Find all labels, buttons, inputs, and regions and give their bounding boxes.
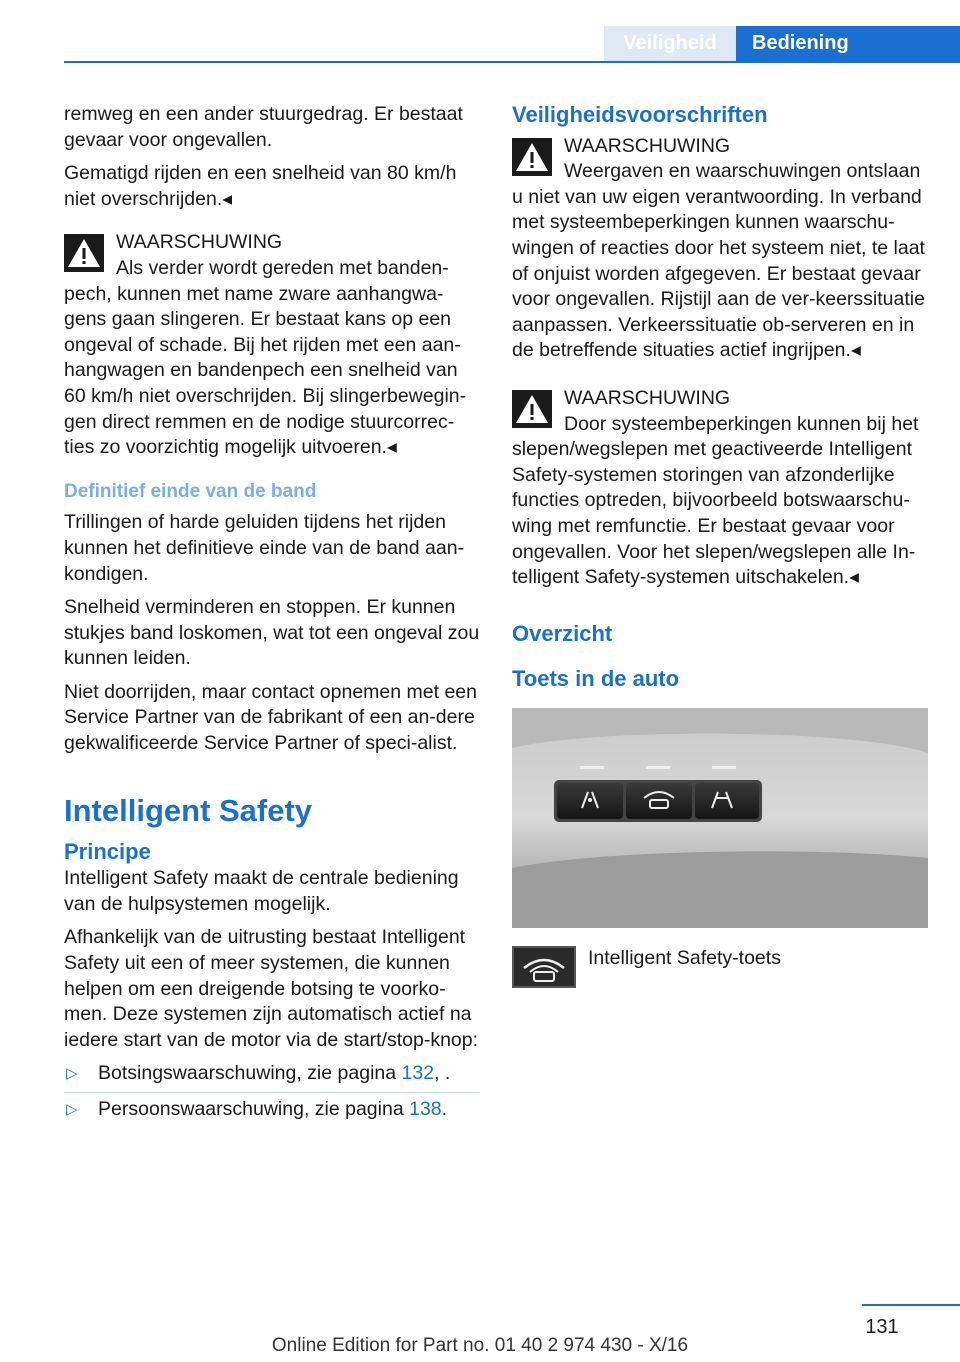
list-item-text: Persoonswaarschuwing, zie pagina (98, 1098, 410, 1120)
intelligent-safety-icon (512, 946, 576, 988)
left-column (64, 102, 480, 1128)
legend-row (512, 946, 928, 994)
bullet-triangle-icon: ▷ (66, 1065, 78, 1083)
right-column (512, 102, 928, 994)
warning-title: WAARSCHUWING (564, 386, 731, 409)
paragraph: Gematigd rijden en een snelheid van 80 km/h niet overschrijden.◂ (64, 162, 457, 210)
paragraph: Afhankelijk van de uitrusting bestaat Intelligent Safety uit een of meer systemen, die kunnen helpen om een dreigende botsing te voorko-men. Deze systemen zijn automatisch actief na iedere start van de motor via de start/stop-knop: (64, 926, 479, 1051)
warning-text: Als verder wordt gereden met banden-pech, kunnen met name zware aanhangwa-gens gaan slingeren. Er bestaat kans op een ongeval of schade. Bij het rijden met een aan-hangwagen en bandenpech een snelheid van 60 km/h niet overschrijden. Bij slingerbewegin-gen direct remmen en de nodige stuurcorrec-ties zo voorzichtig mogelijk uitvoeren.◂ (64, 256, 467, 459)
warning-triangle-icon (64, 234, 104, 272)
section-heading: Principe (64, 838, 151, 864)
page-number: 131 (865, 1316, 899, 1338)
legend-label: Intelligent Safety-toets (588, 946, 781, 969)
section-heading: Definitief einde van de band (64, 480, 317, 502)
header-rule (64, 61, 960, 63)
warning-triangle-icon (512, 390, 552, 428)
section-heading: Overzicht (512, 620, 613, 646)
warning-block (512, 386, 928, 591)
list-item (64, 1093, 480, 1128)
edition-footer: Online Edition for Part no. 01 40 2 974 430 - X/16 (271, 1335, 689, 1356)
warning-title: WAARSCHUWING (564, 134, 731, 157)
warning-text: Weergaven en waarschuwingen ontslaan u niet van uw eigen verantwoording. In verband met systeembeperkingen kunnen waarschu-wingen of reacties door het systeem niet, te laat of onjuist worden afgegeven. Er bestaat gevaar voor ongevallen. Rijstijl aan de ver-keerssituatie aanpassen. Verkeerssituatie ob-serveren en in de betreffende situaties actief ingrijpen.◂ (512, 160, 925, 362)
list-item (64, 1057, 480, 1093)
page-link[interactable]: 138 (409, 1098, 442, 1120)
list-item-text: Botsingswaarschuwing, zie pagina (98, 1062, 402, 1085)
footer-rule (862, 1304, 960, 1306)
tab-bediening[interactable]: Bediening (736, 26, 960, 61)
paragraph: Niet doorrijden, maar contact opnemen met een Service Partner van de fabrikant of een an-dere gekwalificeerde Service Partner of speci-alist. (64, 680, 477, 755)
warning-triangle-icon (512, 138, 552, 176)
warning-text: Door systeembeperkingen kunnen bij het slepen/wegslepen met geactiveerde Intelligent Safety-systemen storingen van afzonderlijke functies optreden, bijvoorbeeld botswaarschu-wing met remfunctie. Er bestaat gevaar voor ongevallen. Voor het slepen/wegslepen alle In-telligent Safety-systemen uitschakelen.◂ (512, 412, 919, 589)
page-link[interactable]: 132 (401, 1062, 435, 1085)
subsection-heading: Toets in de auto (512, 666, 680, 692)
bullet-triangle-icon: ▷ (66, 1101, 78, 1118)
paragraph: Trillingen of harde geluiden tijdens het rijden kunnen het definitieve einde van de band aan-kondigen. (64, 511, 465, 585)
warning-title: WAARSCHUWING (116, 231, 283, 254)
warning-block (64, 230, 480, 460)
chapter-title: Intelligent Safety (64, 792, 313, 828)
paragraph: Snelheid verminderen en stoppen. Er kunnen stukjes band loskomen, wat tot een ongeval zou kunnen leiden. (64, 596, 480, 670)
paragraph: remweg en een ander stuurgedrag. Er bestaat gevaar voor ongevallen. (64, 103, 463, 151)
list-item-suffix: . (441, 1098, 448, 1120)
bullet-list (64, 1057, 480, 1127)
tab-veiligheid[interactable]: Veiligheid (604, 26, 736, 61)
list-item-suffix: , . (434, 1062, 451, 1085)
warning-block (512, 134, 928, 364)
paragraph: Intelligent Safety maakt de centrale bediening van de hulpsystemen mogelijk. (64, 867, 459, 915)
section-heading: Veiligheidsvoorschriften (512, 102, 768, 127)
button-panel-photo (512, 708, 928, 928)
